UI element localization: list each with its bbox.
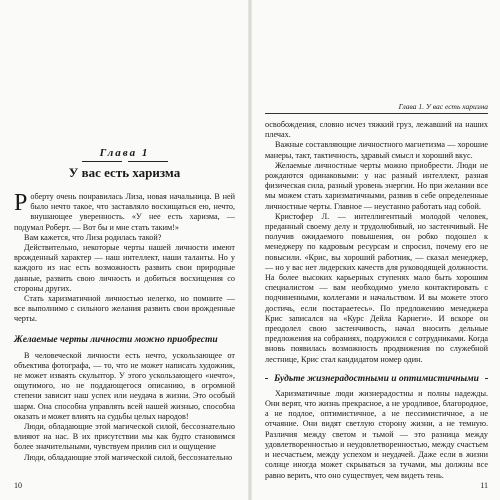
chapter-label: Глава 1 (99, 147, 150, 159)
paragraph-r1: освобождения, словно исчез тяжкий груз, лежавший на наших плечах. (265, 120, 488, 140)
paragraph-r2: Важные составляющие личностного магнетизма — хорошие манеры, такт, тактичность, здравый смысл и хороший вкус. (265, 140, 488, 160)
paragraph-5: В человеческой личности есть нечто, ускользающее от объектива фотографа, — то, что не может написать художник, не может изваять скульптор. У этого ускользающего «нечто», ощутимого, но не поддающегося описанию, в огромной степени зависит наш успех или неудача в жизни. Это особый шарм. Она способна управлять всей нашей жизнью, способна оказать и может влиять на судьбы целых народов! (14, 350, 235, 421)
paragraph-6: Люди, обладающие этой магической силой, бессознательно влияют на нас. В их присутствии мы как будто становимся более значительными, чувствуем прилив сил и ощущение (14, 422, 235, 452)
paragraph-2: Вам кажется, что Лиза родилась такой? (24, 232, 162, 242)
paragraph-1 (14, 192, 235, 233)
paragraph-3: Действительно, некоторые черты нашей личности имеют врожденный характер — наш интеллект, наши таланты. Но у каждого из нас есть возможность развить свои природные данные, развить свою личность и добиться восхищения со стороны других. (14, 243, 235, 293)
paragraph-4: Стать харизматичной личностью нелегко, но помните — все выполнимо с сильного желания развить свои врожденные черты. (14, 294, 235, 324)
page-number-right: 11 (480, 481, 488, 490)
rule-line-right (128, 161, 168, 162)
paragraph-7: Люди, обладающие этой магической силой, бессознательно (24, 452, 233, 462)
section-rule-right (485, 378, 488, 379)
paragraph-1-text: оберту очень понравилась Лиза, новая начальница. В ней было нечто такое, что заставляло восхищаться ею, нечто, внушающее уверенность. «У нее есть харизма, — подумал Роберт. — Вот бы и мне стать таким!» (14, 192, 235, 232)
running-head: Глава 1. У вас есть харизма (265, 102, 488, 114)
section-rule-left (265, 378, 268, 379)
right-page (251, 0, 500, 500)
section-heading-left (14, 335, 235, 345)
drop-cap: Р (14, 190, 28, 216)
section-heading-right (265, 374, 488, 384)
page-number-left: 10 (14, 481, 22, 490)
chapter-title: У вас есть харизма (68, 165, 181, 180)
paragraph-r5: Харизматичные люди жизнерадостны и полны надежды. Они верят, что жизнь прекрасное, а не уродливое, благородное, а не подлое, оптимистичное, а не пессимистичное, а не отчаяние. Они видят светлую сторону жизни, а не темную. Различия между светом и тьмой — это разница между удовлетворенностью и неудовлетворенностью, между счастьем и несчастьем, между успехом и неудачей. Даже если в жизни солнце иногда может скрываться за тучами, мы должны все равно верить, что оно существует, чем видеть тень. (265, 388, 488, 480)
paragraph-r3: Желаемые личностные черты можно приобрести. Люди не рождаются одинаковыми: у нас разный интеллект, разная физическая сила, разный уровень энергии. Но при желании все мы можем стать харизматичными, развив в себе определенные личностные черты. Главное — неустанно работать над собой. (265, 160, 488, 211)
left-page (0, 0, 249, 500)
section-title-right: Будьте жизнерадостными и оптимистичными (274, 373, 479, 384)
chapter-rule (14, 161, 235, 162)
paragraph-r4: Кристофер Л. — интеллигентный молодой человек, преданный своему делу и трудолюбивый, но застенчивый. Не получив ожидаемого повышения, он робко подошел к менеджеру по кадровым ресурсам и спросил, почему его не повысили. «Крис, вы хороший работник, — сказал менеджер, — но у вас нет лидерских качеств для руководящей должности. На более высоких карьерных ступенях мало быть хорошим специалистом — вам необходимо умело контактировать с подчиненными, коллегами и начальством. И вы можете этого достичь, если постараетесь». По предложению менеджера Крис записался на «Курс Дейла Карнеги». И вскоре он преодолел свою застенчивость, начал вносить дельные предложения на собраниях, подружился с сотрудниками. Когда вновь появилась возможность продвижения по служебной лестнице, Крис стал кандидатом номер один. (265, 211, 488, 364)
rule-line-left (82, 161, 122, 162)
section-title: Желаемые черты личности можно приобрести (14, 334, 218, 345)
